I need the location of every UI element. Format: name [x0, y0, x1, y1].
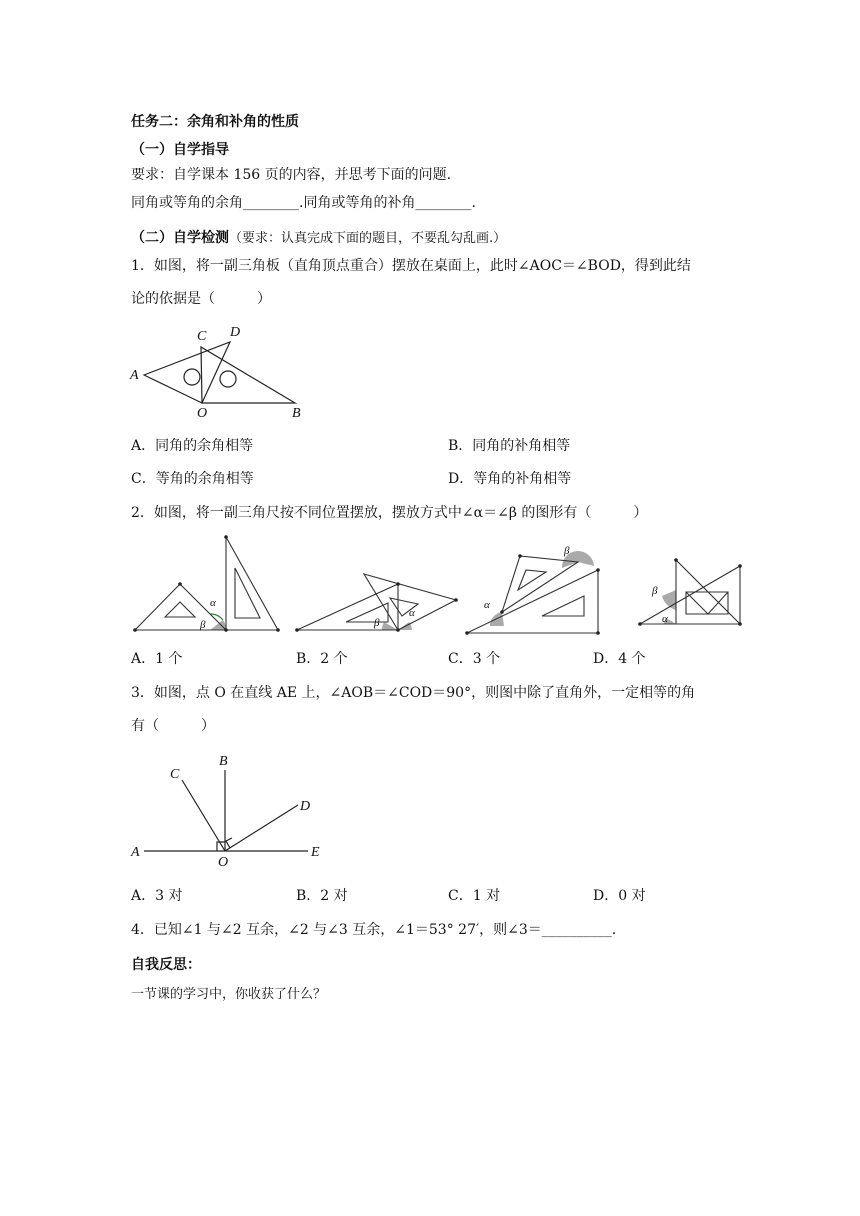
q1-stem-line1: 1．如图，将一副三角板（直角顶点重合）摆放在桌面上，此时∠AOC＝∠BOD，得到此结: [131, 258, 691, 274]
self-check-heading: （二）自学检测: [131, 230, 229, 246]
q2-f4-alpha: α: [662, 613, 668, 625]
q2-stem: 2．如图，将一副三角尺按不同位置摆放，摆放方式中∠α＝∠β 的图形有（ ）: [131, 505, 648, 521]
q1-stem-line2: 论的依据是（ ）: [131, 291, 271, 307]
q3-ray-oc: [182, 780, 225, 851]
q2-f4-inner-hole: [686, 592, 728, 614]
q2-f1-alpha: α: [210, 597, 216, 609]
q3-label-b: B: [219, 754, 228, 769]
q3-stem-line2: 有（ ）: [131, 718, 215, 734]
q3-label-a: A: [131, 845, 140, 860]
q3-figure: [128, 750, 328, 868]
q2-option-c[interactable]: C．3 个: [448, 651, 501, 667]
q2-f3-inner-hole: [542, 596, 584, 616]
q2-f1-beta: β: [200, 619, 206, 631]
q2-f3-inner-hole-2: [518, 570, 546, 590]
q3-ray-od: [225, 805, 298, 851]
q2-f2-inner-hole: [346, 603, 388, 622]
q2-option-b[interactable]: B．2 个: [296, 651, 348, 667]
q2-figure-4: [632, 556, 752, 632]
self-check-note: （要求：认真完成下面的题目，不要乱勾乱画.）: [229, 231, 507, 246]
q3-option-b[interactable]: B．2 对: [296, 888, 348, 904]
q1-triangle-hole-1: [184, 369, 200, 385]
q2-f1-set-square-30: [226, 537, 278, 630]
self-check-line: [131, 228, 506, 249]
q3-option-d[interactable]: D．0 对: [593, 888, 646, 904]
q2-f1-inner-hole: [165, 602, 195, 617]
task-heading: 任务二：余角和补角的性质: [131, 114, 299, 130]
q1-option-c[interactable]: C．等角的余角相等: [131, 471, 254, 487]
q1-option-d[interactable]: D．等角的补角相等: [448, 471, 572, 487]
q3-stem-line1: 3．如图，点 O 在直线 AE 上，∠AOB＝∠COD＝90°，则图中除了直角外，一定相等的角: [131, 685, 696, 701]
q2-f4-inner-diagonal: [686, 592, 728, 614]
q3-option-c[interactable]: C．1 对: [448, 888, 501, 904]
q2-figure-3: [462, 540, 606, 636]
q3-label-o: O: [218, 855, 229, 870]
q3-option-a[interactable]: A．3 对: [131, 888, 183, 904]
q1-label-d: D: [230, 325, 241, 340]
reflection-heading: 自我反思：: [131, 957, 201, 973]
q1-label-a: A: [130, 368, 139, 383]
q3-label-d: D: [300, 799, 311, 814]
q2-f2-set-square-30: [297, 584, 398, 630]
property-fill-blank: 同角或等角的余角________.同角或等角的补角________.: [131, 195, 476, 211]
q2-f3-beta: β: [564, 545, 570, 557]
q2-f4-beta: β: [652, 585, 658, 597]
self-study-heading: （一）自学指导: [131, 142, 229, 158]
q1-triangle-aod: [144, 342, 230, 403]
self-study-requirement: 要求：自学课本 156 页的内容，并思考下面的问题.: [131, 167, 452, 183]
q1-figure: [128, 322, 318, 422]
q2-option-a[interactable]: A．1 个: [131, 651, 183, 667]
q2-f2-beta: β: [374, 617, 380, 629]
q1-option-b[interactable]: B．同角的补角相等: [448, 438, 571, 454]
q3-label-c: C: [170, 767, 180, 782]
q2-f2-alpha: α: [409, 607, 415, 619]
q1-label-b: B: [292, 406, 301, 421]
q4-stem: 4．已知∠1 与∠2 互余，∠2 与∠3 互余，∠1＝53° 27′，则∠3＝__________.: [131, 922, 617, 938]
q2-figure-1: [132, 534, 284, 634]
reflection-prompt: 一节课的学习中，你收获了什么？: [131, 987, 327, 1002]
q3-label-e: E: [311, 845, 320, 860]
q2-figure-2: [294, 568, 460, 634]
q2-f3-alpha: α: [484, 599, 490, 611]
q1-triangle-hole-2: [220, 371, 236, 387]
q1-option-a[interactable]: A．同角的余角相等: [131, 438, 254, 454]
q1-label-c: C: [197, 329, 207, 344]
q1-label-o: O: [197, 406, 208, 421]
q2-option-d[interactable]: D．4 个: [593, 651, 646, 667]
